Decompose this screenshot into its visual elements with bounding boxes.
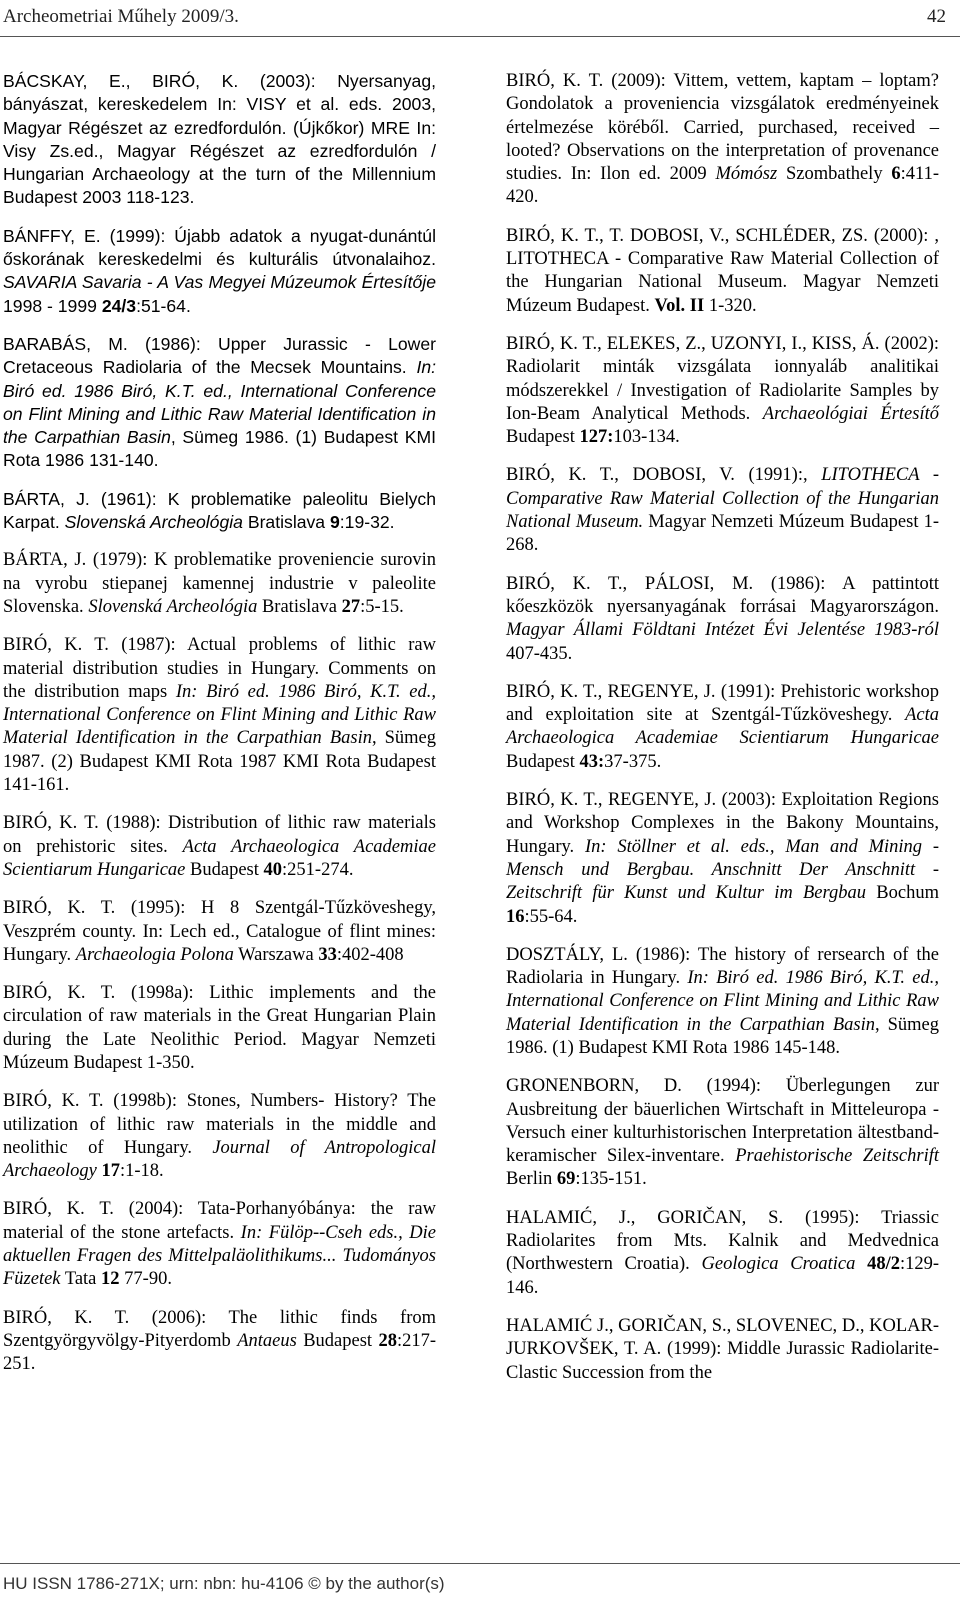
page-header [0,0,960,37]
reference-bold-text: 24/3 [101,295,137,316]
reference-text: Magyar Nemzeti Múzeum Budapest 1-268. [506,512,939,556]
reference-text: BIRÓ, K. T. (1995): H 8 Szentgál-Tűzköveshegy, Veszprém county. In: Lech ed., Catalogue of flint mines: Hungary. [3,898,436,965]
reference-entry [506,944,939,1060]
reference-italic-text: Praehistorische Zeitschrift [735,1146,939,1167]
reference-text: Bratislava [257,596,342,617]
reference-text: , Sümeg 1986. (1) Budapest KMI Rota 1986 131-140. [3,427,436,471]
reference-bold-text: 27 [341,596,361,617]
reference-entry [3,488,436,535]
reference-italic-text: LITOTHECA - Comparative Raw Material Collection of the Hungarian National Museum. [506,465,939,533]
reference-text: :1-18. [119,1161,164,1182]
reference-text: BÁRTA, J. (1979): K problematike proveniencie surovin na vyrobu stiepanej kamennej industrie v paleolite Slovenska. [3,550,436,617]
reference-bold-text: 28 [378,1330,397,1351]
reference-entry [506,681,939,774]
reference-italic-text: Slovenská Archeológia [64,512,243,533]
reference-italic-text: Mómósz [715,164,778,185]
reference-entry [3,549,436,619]
reference-text: 407-435. [506,643,573,664]
reference-italic-text: Geologica Croatica [701,1254,856,1275]
reference-text: BÁCSKAY, E., BIRÓ, K. (2003): Nyersanyag, bányászat, kereskedelem In: VISY et al. eds. 2003, Magyar Régészet az ezredfordulón. (Újkőkor) MRE In: Visy Zs.ed., Magyar Régészet az ezredfordulón / Hungarian Archaeology at the turn of the Millennium Budapest 2003 118-123. [3,71,436,208]
reference-bold-text: 6 [891,164,901,185]
reference-italic-text: Acta Archaeologica Academiae Scientiarum Hungaricae [3,836,436,880]
reference-entry [506,333,939,449]
reference-text: BIRÓ, K. T. (2006): The lithic finds from Szentgyörgyvölgy-Pityerdomb [3,1307,436,1351]
reference-bold-text: 48/2 [867,1254,900,1275]
reference-text: BIRÓ, K. T., ELEKES, Z., UZONYI, I., KISS, Á. (2002): Radiolarit minták vizsgálata ionnyaláb analitikai módszerekkel / Investigation of Radiolarite Samples by Ion-Beam Analytical Methods. [506,333,939,424]
reference-bold-text: 12 [101,1269,120,1290]
reference-text: :217-251. [3,1330,436,1375]
reference-entry [3,634,436,797]
reference-entry [506,464,939,557]
journal-title: Archeometriai Műhely 2009/3. [3,6,239,27]
reference-bold-text: 43: [579,751,605,772]
reference-text: Warszawa [233,944,319,965]
reference-text: 1-320. [704,295,757,316]
reference-text: BIRÓ, K. T. (1998a): Lithic implements and the circulation of raw materials in the Great Hungarian Plain during the Late Neolithic Period. Magyar Nemzeti Múzeum Budapest 1-350. [3,983,436,1073]
reference-text: BIRÓ, K. T. (1998b): Stones, Numbers- History? The utilization of lithic raw materials in the middle and neolithic of Hungary. [3,1091,436,1158]
reference-text: HALAMIĆ, J., GORIČAN, S. (1995): Triassic Radiolarites from Mts. Kalnik and Medvednica (Northwestern Croatia). [506,1207,939,1275]
reference-text: , Sümeg 1987. (2) Budapest KMI Rota 1987 KMI Rota Budapest 141-161. [3,728,437,796]
reference-entry [3,982,436,1075]
reference-text: 103-134. [613,427,680,448]
reference-text: :5-15. [360,596,404,617]
reference-bold-text: 16 [506,906,525,927]
reference-entry [506,573,939,666]
reference-entry [3,333,436,473]
reference-text: Berlin [506,1169,557,1190]
reference-text: BIRÓ, K. T., REGENYE, J. (1991): Prehistoric workshop and exploitation site at Szentgál-Tűzköveshegy. [506,681,939,726]
reference-text: 77-90. [119,1269,172,1290]
reference-text: Tata [60,1269,102,1290]
page-footer [0,1563,960,1593]
reference-entry [506,1315,939,1385]
reference-italic-text: Journal of Antropological Archaeology [3,1137,436,1182]
page-number: 42 [927,6,946,27]
reference-text: BÁNFFY, E. (1999): Újabb adatok a nyugat-dunántúl őskorának kereskedelmi és kulturális útvonalaihoz. [3,225,436,270]
reference-text: Budapest [506,751,580,772]
reference-text: BIRÓ, K. T., DOBOSI, V. (1991):, [506,465,822,486]
reference-text [855,1254,867,1274]
reference-text: 1998 - 1999 [3,295,102,316]
reference-entry [506,1207,939,1300]
reference-text: BIRÓ, K. T. (2009): Vittem, vettem, kaptam – loptam? Gondolatok a proveniencia vizsgálatok eredményeinek értelmezése köréből. Carried, purchased, received – looted? Observations on the interpretation of provenance studies. In: Ilon ed. 2009 [506,71,939,185]
reference-bold-text: 69 [556,1169,576,1190]
reference-text: HALAMIĆ J., GORIČAN, S., SLOVENEC, D., KOLAR-JURKOVŠEK, T. A. (1999): Middle Jurassic Radiolarite-Clastic Succession from the [506,1315,939,1383]
reference-text: BARABÁS, M. (1986): Upper Jurassic - Lower Cretaceous Radiolaria of the Mecsek Mountains. [3,333,436,378]
reference-text: BIRÓ, K. T., REGENYE, J. (2003): Exploitation Regions and Workshop Complexes in the Bakony Mountains, Hungary. [506,790,939,857]
references-left-column [3,70,436,1377]
reference-italic-text: Slovenská Archeológia [88,596,258,617]
reference-italic-text: In: Biró ed. 1986 Biró, K.T. ed., International Conference on Flint Mining and Lithic Raw Material Identification in the Carpathian Basin [3,357,436,448]
reference-entry [3,1198,436,1291]
reference-entry [3,897,436,967]
reference-bold-text: 33 [318,944,337,965]
reference-text: :251-274. [282,859,354,880]
reference-bold-text: Vol. II [654,295,705,316]
reference-text: :19-32. [339,512,395,533]
reference-italic-text: Archaeologia Polona [75,944,234,965]
reference-entry [3,1090,436,1183]
reference-entry [506,225,939,318]
reference-text: Bratislava [242,512,330,533]
reference-text: , Sümeg 1986. (1) Budapest KMI Rota 1986 145-148. [506,1014,940,1058]
reference-entry [3,1307,436,1377]
references-right-column [506,70,939,1385]
reference-entry [3,812,436,882]
reference-text: :55-64. [524,906,578,927]
reference-italic-text: SAVARIA Savaria - A Vas Megyei Múzeumok Értesítője [3,272,436,293]
reference-text: :402-408 [336,944,404,965]
reference-entry [506,1075,939,1191]
reference-italic-text: In: Stöllner et al. eds., Man and Mining - Mensch und Bergbau. Anschnitt Der Anschnitt - Zeitschrift für Kunst und Kultur im Bergbau [506,836,939,904]
reference-text: Szombathely [777,164,892,185]
reference-text: :135-151. [575,1169,647,1190]
reference-entry [3,70,436,210]
reference-italic-text: In: Fülöp--Cseh eds., Die aktuellen Fragen des Mittelpaläolithikums... Tudományos Füzetek [3,1222,436,1290]
reference-text: BIRÓ, K. T., PÁLOSI, M. (1986): A pattintott kőeszközök nyersanyagának forrásai Magyarországon. [506,573,939,617]
reference-text: Budapest [506,427,580,448]
reference-text: Bochum [866,883,939,904]
reference-text: :51-64. [136,295,191,316]
reference-italic-text: Antaeus [237,1330,297,1351]
reference-text: 37-375. [604,751,662,772]
reference-entry [3,225,436,318]
reference-text: Budapest [296,1330,379,1351]
reference-entry [506,70,939,210]
reference-bold-text: 40 [263,859,283,880]
issn-notice: HU ISSN 1786-271X; urn: nbn: hu-4106 © by the author(s) [3,1574,445,1593]
reference-text: DOSZTÁLY, L. (1986): The history of rersearch of the Radiolaria in Hungary. [506,944,939,989]
reference-text: BIRÓ, K. T. (2004): Tata-Porhanyóbánya: the raw material of the stone artefacts. [3,1199,436,1243]
reference-italic-text: Magyar Állami Földtani Intézet Évi Jelentése 1983-ról [506,620,939,641]
reference-text: BIRÓ, K. T., T. DOBOSI, V., SCHLÉDER, ZS. (2000): , LITOTHECA - Comparative Raw Material Collection of the Hungarian National Museum. Magyar Nemzeti Múzeum Budapest. [506,225,939,316]
reference-text: :129-146. [506,1254,940,1298]
reference-text: GRONENBORN, D. (1994): Überlegungen zur Ausbreitung der bäuerlichen Wirtschaft in Mitteleuropa - Versuch einer kulturhistorischen Interpretation ältestband-keramischer Silex-inventare. [506,1076,939,1167]
reference-italic-text: In: Biró ed. 1986 Biró, K.T. ed., International Conference on Flint Mining and Lithic Raw Material Identification in the Carpathian Basin [506,968,939,1035]
reference-text: BIRÓ, K. T. (1987): Actual problems of lithic raw material distribution studies in Hungary. Comments on the distribution maps [3,635,436,702]
reference-bold-text: 17 [101,1161,120,1182]
reference-bold-text: 9 [329,512,340,533]
reference-italic-text: Acta Archaeologica Academiae Scientiarum Hungaricae [506,705,939,749]
reference-text: Budapest [185,859,264,880]
reference-text: BÁRTA, J. (1961): K problematike paleolitu Bielych Karpat. [3,488,436,533]
reference-text: BIRÓ, K. T. (1988): Distribution of lithic raw materials on prehistoric sites. [3,813,436,857]
reference-italic-text: In: Biró ed. 1986 Biró, K.T. ed., International Conference on Flint Mining and Lithic Raw Material Identification in the Carpathian Basin [3,681,437,749]
reference-bold-text: 127: [579,427,614,448]
reference-entry [506,789,939,929]
reference-text: :411-420. [506,164,940,208]
reference-italic-text: Archaeológiai Értesítő [762,403,939,424]
